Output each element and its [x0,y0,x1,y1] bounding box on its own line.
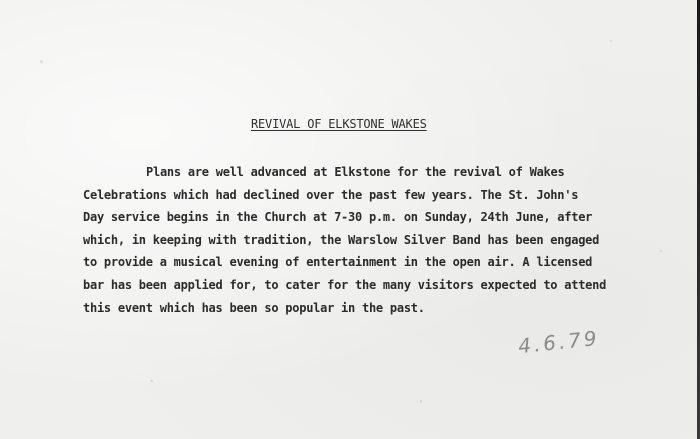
body-line: to provide a musical evening of entertainment in the open air. A licensed [83,255,593,270]
body-line: which, in keeping with tradition, the Warslow Silver Band has been engaged [83,232,600,247]
handwritten-date: 4.6.79 [516,325,601,359]
paper-speck [150,380,153,382]
body-line: Day service begins in the Church at 7-30 p.m. on Sunday, 24th June, after [83,210,593,225]
paper-speck [420,400,422,403]
document-body [83,163,643,321]
document-title: REVIVAL OF ELKSTONE WAKES [251,117,427,131]
body-line: bar has been applied for, to cater for the many visitors expected to attend [83,277,607,292]
paper-speck [610,40,612,42]
body-line: Celebrations which had declined over the past few years. The St. John's [83,187,579,202]
body-line: this event which has been so popular in the past. [83,300,425,315]
body-line: Plans are well advanced at Elkstone for the revival of Wakes [146,165,565,179]
paper-speck [660,250,662,252]
paper-speck [40,60,43,63]
